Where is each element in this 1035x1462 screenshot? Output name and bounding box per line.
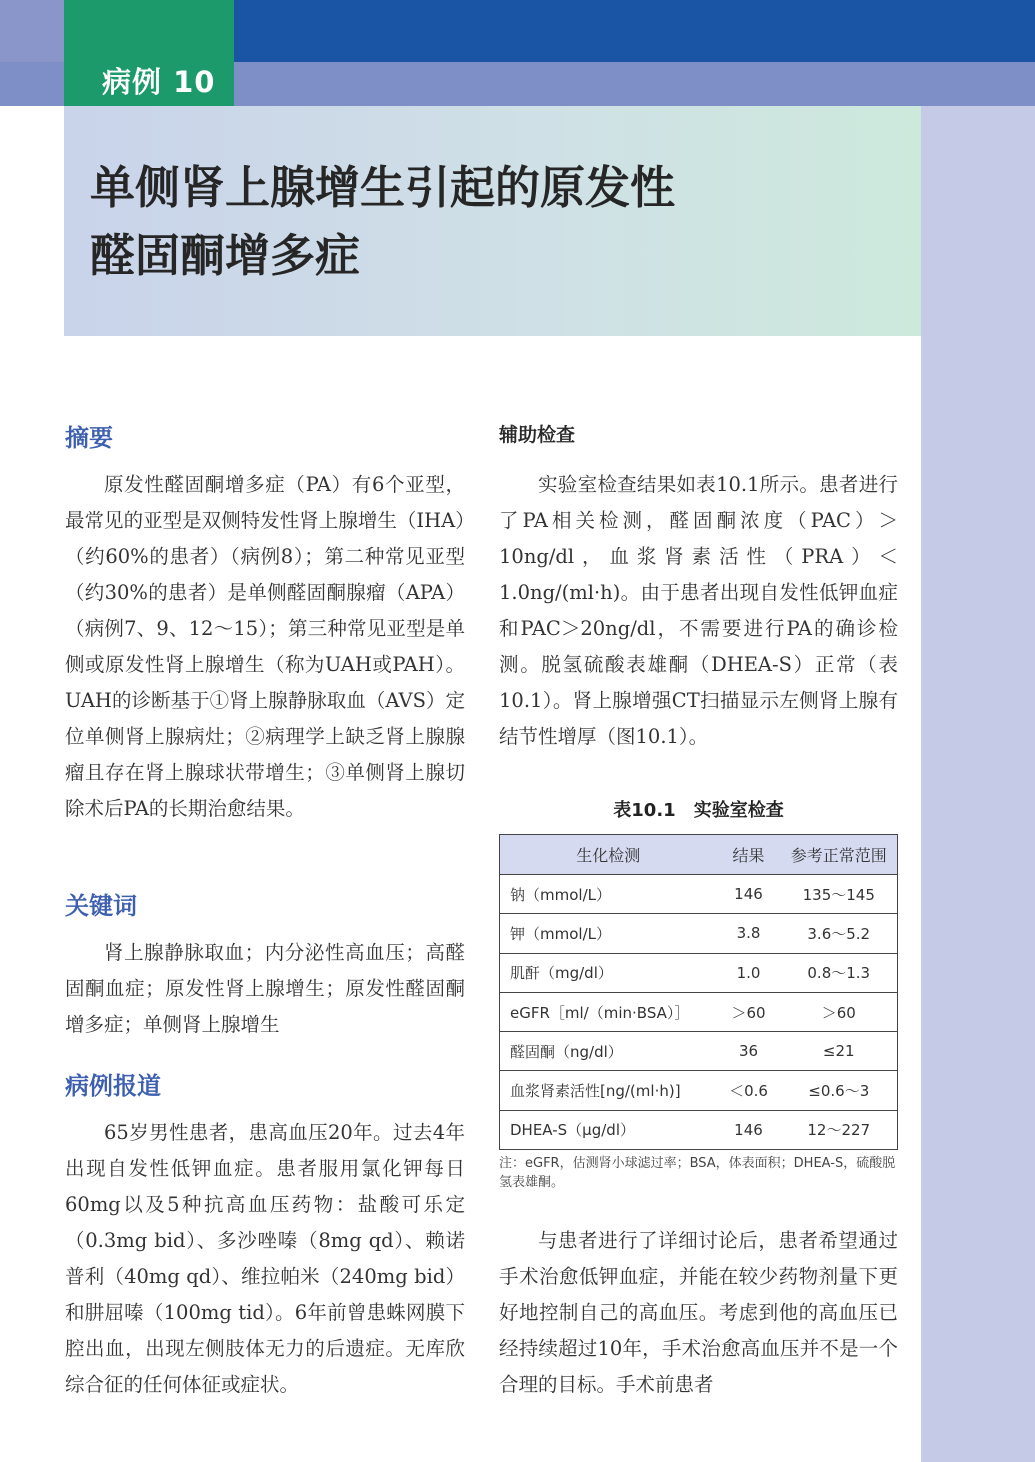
discussion-section xyxy=(499,1223,898,1403)
table-row xyxy=(500,1032,898,1071)
table-cell-test: 钠（mmol/L） xyxy=(500,875,717,914)
table-cell-test: 钾（mmol/L） xyxy=(500,914,717,953)
table-cell-range: ≤21 xyxy=(781,1032,898,1071)
chapter-title-box xyxy=(64,106,921,336)
table-cell-test: 醛固酮（ng/dl） xyxy=(500,1032,717,1071)
table-cell-result: ＞60 xyxy=(717,992,781,1031)
table-cell-result: 1.0 xyxy=(717,953,781,992)
table-row xyxy=(500,953,898,992)
case-report-heading: 病例报道 xyxy=(65,1072,161,1100)
table-cell-range: ＞60 xyxy=(781,992,898,1031)
table-row xyxy=(500,992,898,1031)
chapter-title xyxy=(90,154,675,290)
table-cell-result: 36 xyxy=(717,1032,781,1071)
table-cell-test: DHEA-S（μg/dl） xyxy=(500,1110,717,1149)
aux-exam-text: 实验室检查结果如表10.1所示。患者进行了PA相关检测，醛固酮浓度（PAC）＞10ng/dl，血浆肾素活性（PRA）＜1.0ng/(ml·h)。由于患者出现自发性低钾血症和PAC＞20ng/dl，不需要进行PA的确诊检测。脱氢硫酸表雄酮（DHEA-S）正常（表10.1）。肾上腺增强CT扫描显示左侧肾上腺有结节性增厚（图10.1）。 xyxy=(499,473,898,748)
table-header-range: 参考正常范围 xyxy=(781,835,898,875)
abstract-heading: 摘要 xyxy=(65,424,113,452)
keywords-section xyxy=(65,935,465,1043)
table-row xyxy=(500,1071,898,1110)
table-cell-range: 0.8～1.3 xyxy=(781,953,898,992)
table-title: 表10.1 实验室检查 xyxy=(613,800,784,821)
table-cell-result: ＜0.6 xyxy=(717,1071,781,1110)
side-color-strip xyxy=(921,106,1035,1462)
table-footnote: 注：eGFR，估测肾小球滤过率；BSA，体表面积；DHEA-S，硫酸脱氢表雄酮。 xyxy=(499,1156,896,1190)
chapter-title-line-1: 单侧肾上腺增生引起的原发性 xyxy=(90,161,676,214)
table-cell-range: 12～227 xyxy=(781,1110,898,1149)
table-cell-test: eGFR［ml/（min·BSA）］ xyxy=(500,992,717,1031)
table-cell-result: 146 xyxy=(717,875,781,914)
abstract-text: 原发性醛固酮增多症（PA）有6个亚型，最常见的亚型是双侧特发性肾上腺增生（IHA）（约60%的患者）（病例8）；第二种常见亚型（约30%的患者）是单侧醛固酮腺瘤（APA）（病例7、9、12～15）；第三种常见亚型是单侧或原发性肾上腺增生（称为UAH或PAH）。UAH的诊断基于①肾上腺静脉取血（AVS）定位单侧肾上腺病灶；②病理学上缺乏肾上腺腺瘤且存在肾上腺球状带增生；③单侧肾上腺切除术后PA的长期治愈结果。 xyxy=(65,473,465,820)
discussion-text: 与患者进行了详细讨论后，患者希望通过手术治愈低钾血症，并能在较少药物剂量下更好地控制自己的高血压。考虑到他的高血压已经持续超过10年，手术治愈高血压并不是一个合理的目标。手术前患者 xyxy=(499,1229,898,1396)
table-header-result: 结果 xyxy=(717,835,781,875)
table-cell-range: 135～145 xyxy=(781,875,898,914)
table-cell-range: 3.6～5.2 xyxy=(781,914,898,953)
case-report-section xyxy=(65,1115,465,1403)
table-cell-test: 肌酐（mg/dl） xyxy=(500,953,717,992)
table-header-test: 生化检测 xyxy=(500,835,717,875)
table-cell-test: 血浆肾素活性[ng/(ml·h)] xyxy=(500,1071,717,1110)
aux-exam-heading: 辅助检查 xyxy=(499,424,576,446)
table-header-row xyxy=(500,835,898,875)
chapter-title-line-2: 醛固酮增多症 xyxy=(90,229,361,282)
table-row xyxy=(500,1110,898,1149)
table-cell-range: ≤0.6～3 xyxy=(781,1071,898,1110)
case-report-text: 65岁男性患者，患高血压20年。过去4年出现自发性低钾血症。患者服用氯化钾每日60mg以及5种抗高血压药物：盐酸可乐定（0.3mg bid）、多沙唑嗪（8mg qd）、赖诺普利（40mg qd）、维拉帕米（240mg bid）和肼屈嗪（100mg tid）。6年前曾患蛛网膜下腔出血，出现左侧肢体无力的后遗症。无库欣综合征的任何体征或症状。 xyxy=(65,1121,465,1396)
keywords-heading: 关键词 xyxy=(65,892,137,920)
table-row xyxy=(500,914,898,953)
table-cell-result: 146 xyxy=(717,1110,781,1149)
lab-results-table xyxy=(499,834,898,1150)
header-band-corner xyxy=(0,0,64,62)
case-number-label: 病例 10 xyxy=(102,65,216,99)
keywords-text: 肾上腺静脉取血；内分泌性高血压；高醛固酮血症；原发性肾上腺增生；原发性醛固酮增多症；单侧肾上腺增生 xyxy=(65,941,465,1036)
aux-exam-section xyxy=(499,467,898,755)
case-number-tab xyxy=(64,0,234,106)
table-cell-result: 3.8 xyxy=(717,914,781,953)
abstract-section xyxy=(65,467,465,827)
table-row xyxy=(500,875,898,914)
